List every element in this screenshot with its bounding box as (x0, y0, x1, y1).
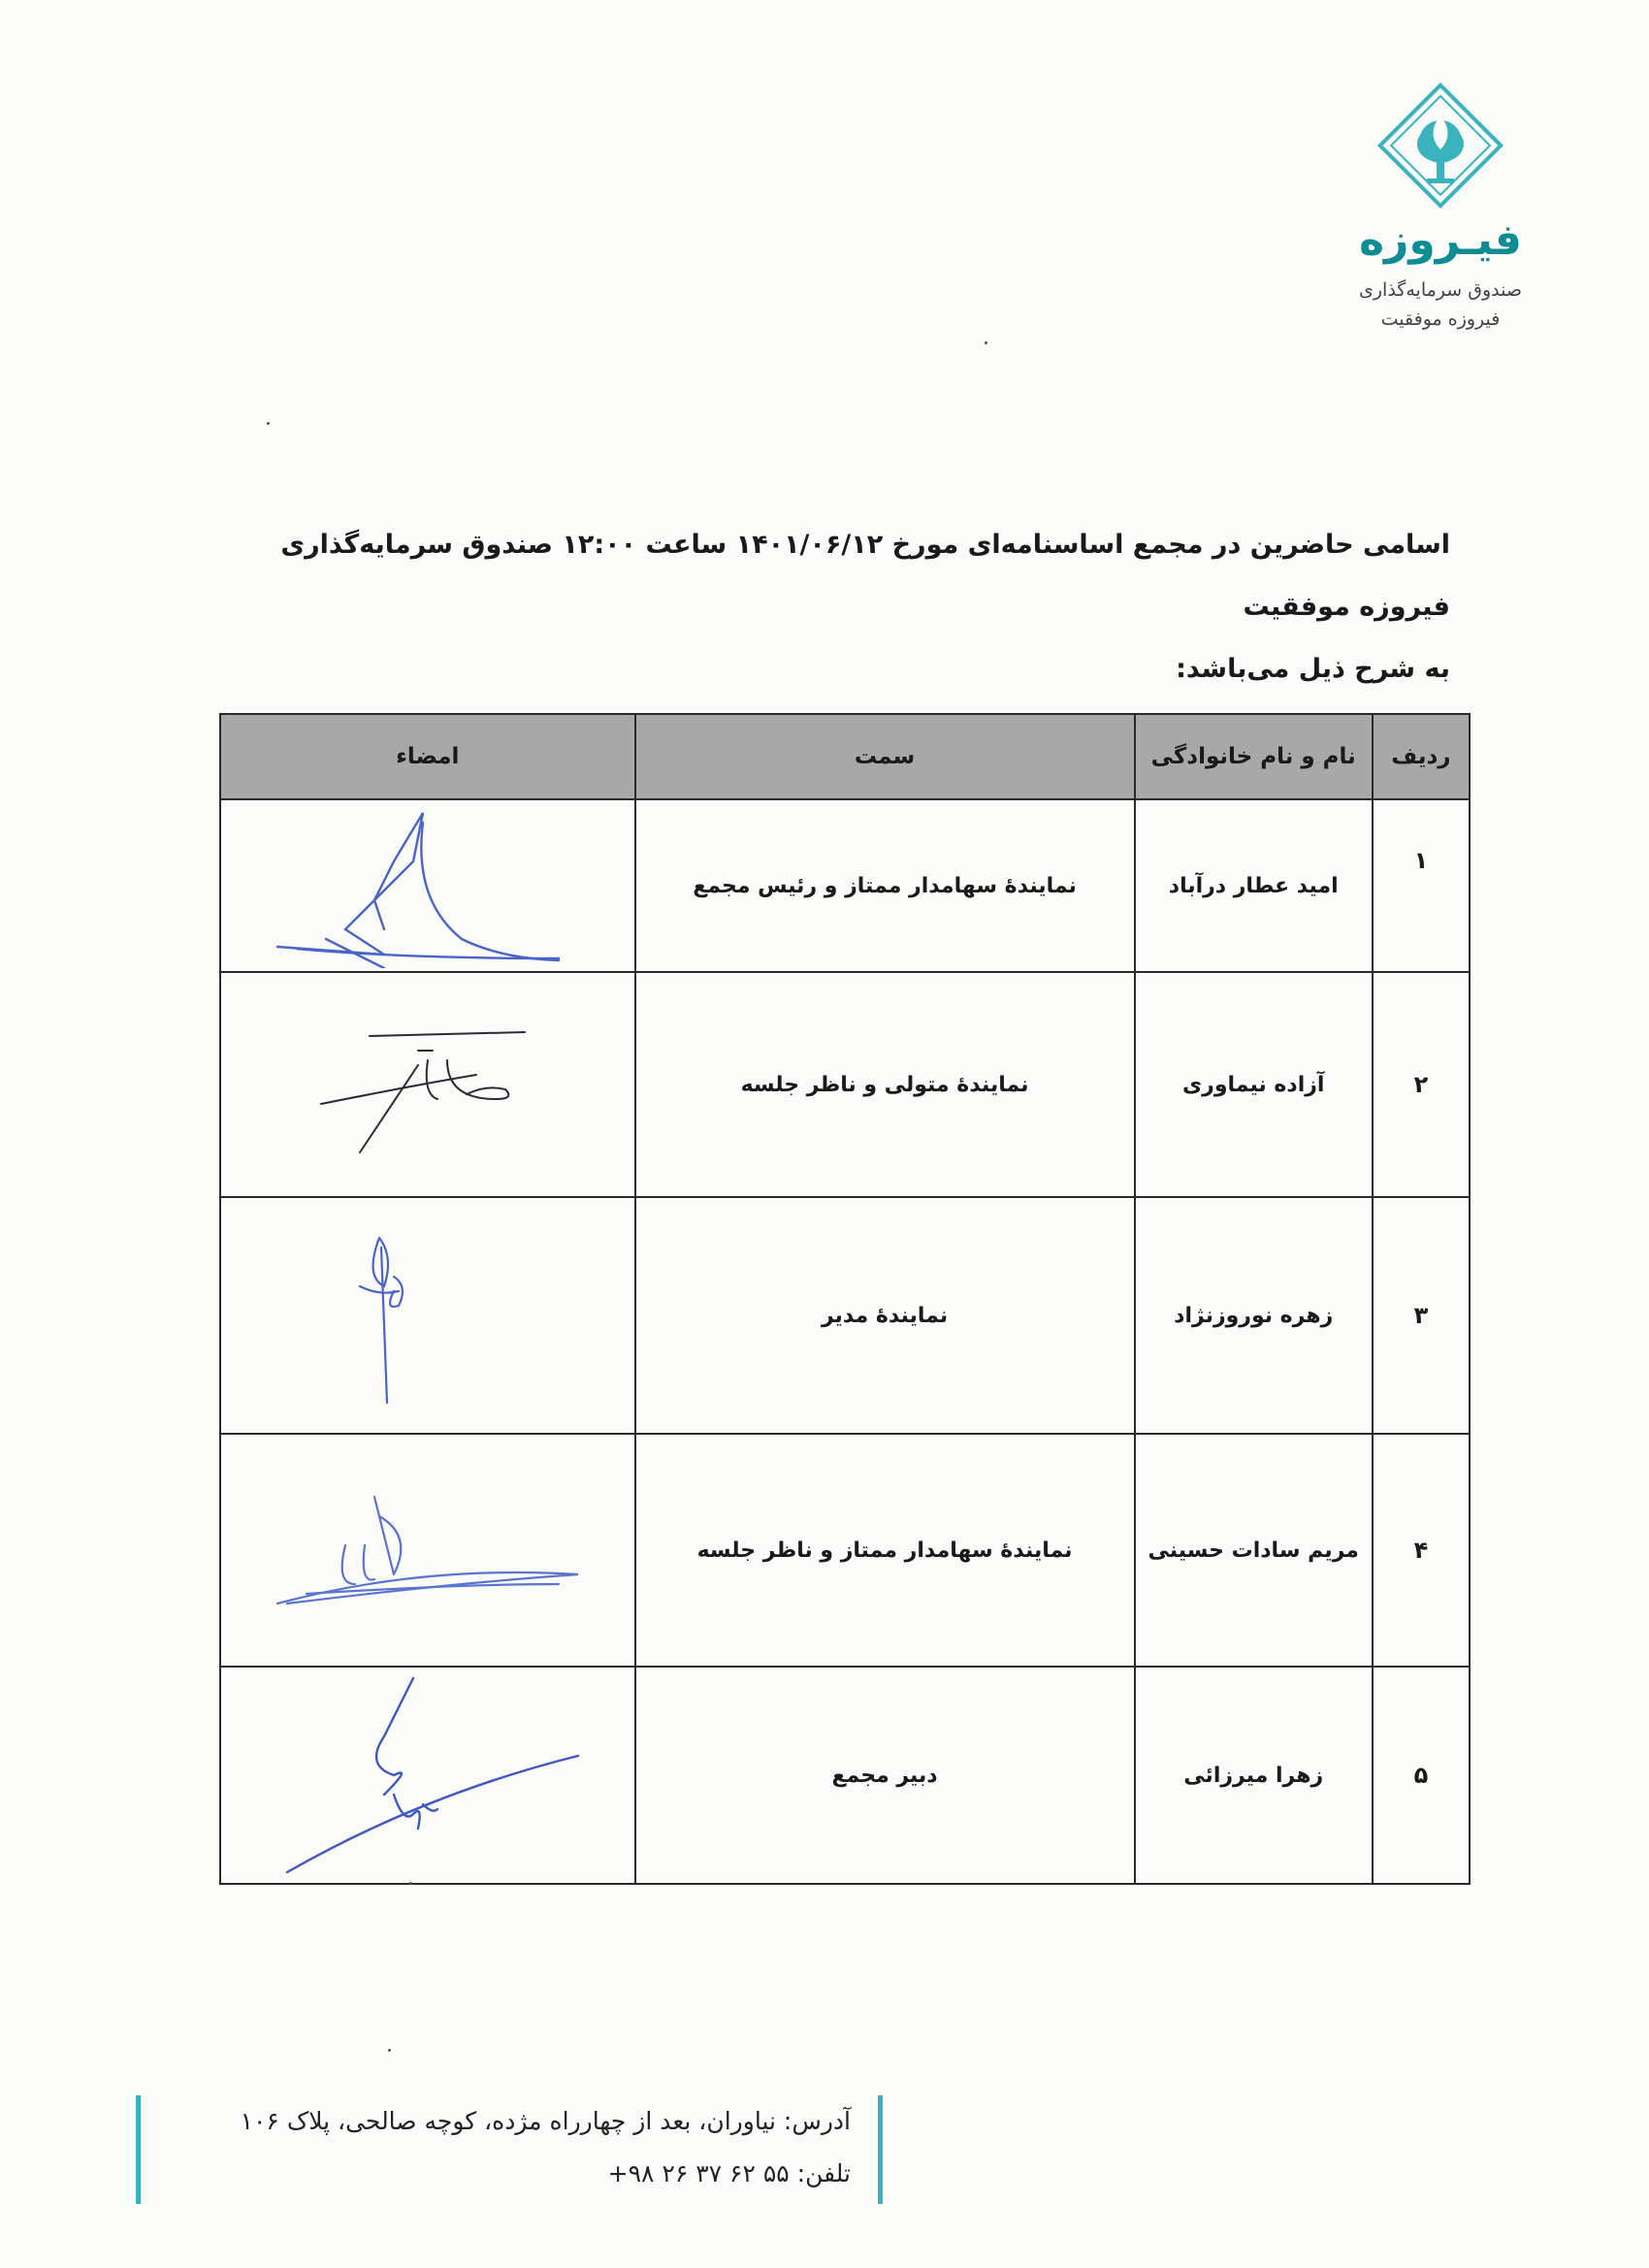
table-row (220, 1667, 1470, 1884)
attendee-position: نمایندۀ سهامدار ممتاز و ناظر جلسه (635, 1434, 1135, 1667)
intro-paragraph (213, 514, 1450, 700)
signature-image (268, 1669, 588, 1882)
fund-emblem-icon (1373, 78, 1508, 213)
logo-subtitle-2: فیروزه موفقیت (1380, 308, 1501, 331)
attendee-name: زهره نوروزنژاد (1135, 1197, 1373, 1434)
attendees-table (219, 713, 1471, 1885)
signature-image (268, 1477, 588, 1623)
row-number: ۵ (1373, 1667, 1470, 1884)
attendee-position: نمایندۀ سهامدار ممتاز و رئیس مجمع (635, 799, 1135, 972)
signature-image (302, 1007, 554, 1162)
row-number: ۳ (1373, 1197, 1470, 1434)
attendee-name: آزاده نیماوری (1135, 972, 1373, 1197)
header-row-number: ردیف (1373, 714, 1470, 799)
logo-brand-name: فیـروزه (1359, 215, 1522, 265)
header-name: نام و نام خانوادگی (1135, 714, 1373, 799)
fund-logo (1353, 78, 1528, 349)
row-number: ۲ (1373, 972, 1470, 1197)
attendee-position: دبیر مجمع (635, 1667, 1135, 1884)
table-header-row (220, 714, 1470, 799)
attendee-name: امید عطار درآباد (1135, 799, 1373, 972)
attendee-position: نمایندۀ متولی و ناظر جلسه (635, 972, 1135, 1197)
signature-cell (220, 1197, 635, 1434)
footer-address: آدرس: نیاوران، بعد از چهارراه مژده، کوچه صالحی، پلاک ۱۰۶ (240, 2107, 851, 2135)
table-row (220, 972, 1470, 1197)
intro-line-1: اسامی حاضرین در مجمع اساسنامه‌ای مورخ ۱۴۰۱/۰۶/۱۲ ساعت ۱۲:۰۰ صندوق سرمایه‌گذاری فیروزه موفقیت (280, 530, 1450, 622)
signature-cell (220, 1667, 635, 1884)
scan-speck (388, 2049, 391, 2052)
header-position: سمت (635, 714, 1135, 799)
header-signature: امضاء (220, 714, 635, 799)
table-row (220, 1197, 1470, 1434)
row-number: ۴ (1373, 1434, 1470, 1667)
attendee-name: مریم سادات حسینی (1135, 1434, 1373, 1667)
scan-speck (267, 422, 270, 425)
signature-cell (220, 1434, 635, 1667)
attendee-name: زهرا میرزائی (1135, 1667, 1373, 1884)
footer-contact (136, 2095, 883, 2204)
signature-image (268, 803, 588, 968)
scan-speck (985, 341, 987, 344)
signature-cell (220, 972, 635, 1197)
table-row (220, 1434, 1470, 1667)
signature-cell (220, 799, 635, 972)
logo-subtitle-1: صندوق سرمایه‌گذاری (1359, 279, 1522, 301)
intro-line-2: به شرح ذیل می‌باشد: (1176, 654, 1450, 684)
row-number: ۱ (1373, 799, 1470, 972)
signature-image (302, 1218, 554, 1412)
scan-speck (409, 1882, 412, 1885)
table-row (220, 799, 1470, 972)
attendee-position: نمایندۀ مدیر (635, 1197, 1135, 1434)
footer-phone: تلفن: ۵۵ ۶۲ ۳۷ ۲۶ ۹۸+ (607, 2159, 851, 2187)
